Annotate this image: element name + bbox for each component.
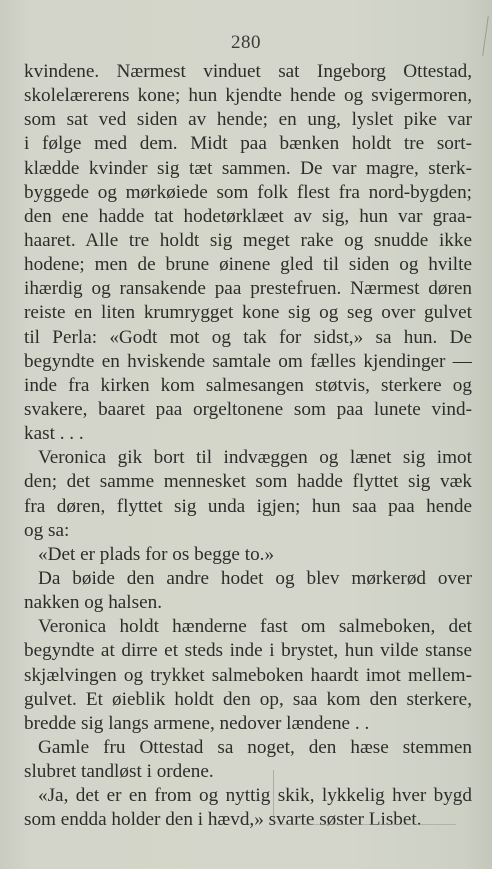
text-line: den ene hadde tat hodetørklæet av sig, hun var graa-: [24, 205, 472, 227]
text-line: den; det samme mennesket som hadde flyttet sig væk: [24, 471, 472, 493]
text-line: svakere, baaret paa orgeltonene som paa lunete vind-: [24, 398, 472, 420]
text-line: ihærdig og ransakende paa prestefruen. Nærmest døren: [24, 278, 472, 300]
text-line: skjælvingen og trykket salmeboken haardt imot mellem-: [24, 664, 472, 686]
page-number: 280: [231, 32, 261, 53]
text-line: fra døren, flyttet sig unda igjen; hun saa paa hende: [24, 495, 472, 517]
text-line: Gamle fru Ottestad sa noget, den hæse stemmen: [38, 736, 472, 758]
text-line: Veronica gik bort til indvæggen og lænet sig imot: [38, 447, 472, 469]
text-line: nakken og halsen.: [24, 592, 163, 614]
body-text: [24, 60, 472, 833]
text-line: og sa:: [24, 519, 70, 541]
text-line: til Perla: «Godt mot og tak for sidst,» sa hun. De: [24, 326, 472, 348]
text-line: som sat ved siden av hende; en ung, lyslet pike var: [24, 109, 472, 131]
text-line: begyndte en hviskende samtale om fælles kjendinger —: [24, 350, 472, 372]
text-line: haaret. Alle tre holdt sig meget rake og snudde ikke: [24, 229, 472, 251]
text-line: kvindene. Nærmest vinduet sat Ingeborg Ottestad,: [24, 61, 472, 82]
text-line: slubret tandløst i ordene.: [24, 761, 214, 783]
text-line: «Det er plads for os begge to.»: [38, 543, 275, 565]
pencil-bracket-mark: [273, 770, 456, 825]
text-line: skolelærerens kone; hun kjendte hende og svigermoren,: [24, 85, 472, 107]
text-line: reiste en liten krumrygget kone sig og seg over gulvet: [24, 302, 472, 324]
text-line: gulvet. Et øieblik holdt den op, saa kom den sterkere,: [24, 688, 472, 710]
text-line: Da bøide den andre hodet og blev mørkerød over: [38, 567, 472, 589]
text-line: hodene; men de brune øinene gled til siden og hvilte: [24, 254, 472, 276]
text-line: som endda holder den i hævd,» svarte søster Lisbet.: [24, 809, 422, 831]
text-line: bredde sig langs armene, nedover lændene . .: [24, 712, 370, 734]
text-line: byggede og mørkøiede som folk flest fra nord-bygden;: [24, 181, 472, 203]
text-line: kast . . .: [24, 423, 84, 445]
text-line: klædde kvinder sig tæt sammen. De var magre, sterk-: [24, 157, 472, 179]
text-line: i følge med dem. Midt paa bænken holdt tre sort-: [24, 133, 472, 155]
text-line: inde fra kirken kom salmesangen støtvis, sterkere og: [24, 374, 472, 396]
text-line: begyndte at dirre et steds inde i brystet, hun vilde stanse: [24, 640, 472, 662]
text-line: «Ja, det er en from og nyttig skik, lykkelig hver bygd: [38, 785, 472, 807]
text-line: Veronica holdt hænderne fast om salmeboken, det: [38, 616, 472, 638]
